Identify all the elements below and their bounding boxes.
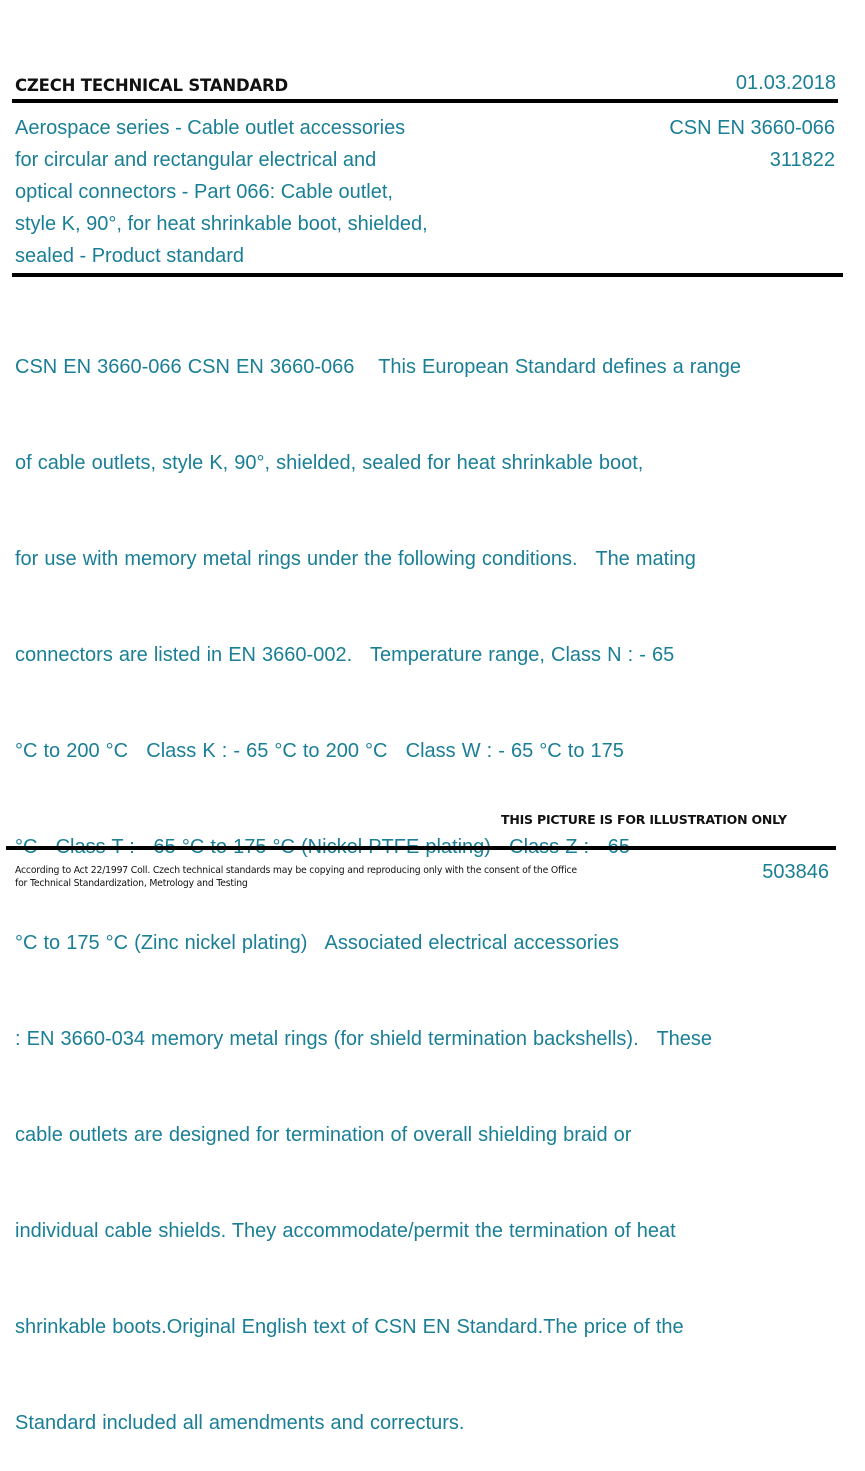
standard-code: CSN EN 3660-066 — [669, 117, 835, 139]
standard-title — [15, 112, 485, 272]
illustration-disclaimer: THIS PICTURE IS FOR ILLUSTRATION ONLY — [501, 812, 787, 827]
standard-title-line: sealed - Product standard — [15, 245, 245, 267]
standard-title-line: Aerospace series - Cable outlet accessories — [15, 117, 406, 139]
abstract-line: shrinkable boots.Original English text of CSN EN Standard.The price of the — [15, 1316, 684, 1338]
standard-title-line: optical connectors - Part 066: Cable outlet, — [15, 181, 393, 203]
header-divider — [12, 99, 838, 103]
abstract-line: CSN EN 3660-066 CSN EN 3660-066 This European Standard defines a range — [15, 356, 741, 378]
abstract-line: °C to 200 °C Class K : - 65 °C to 200 °C Class W : - 65 °C to 175 — [15, 740, 624, 762]
abstract-line: cable outlets are designed for termination of overall shielding braid or — [15, 1124, 632, 1146]
abstract-line: Standard included all amendments and correcturs. — [15, 1412, 465, 1434]
classification-number: 311822 — [769, 149, 835, 171]
abstract-line: : EN 3660-034 memory metal rings (for shield termination backshells). These — [15, 1028, 713, 1050]
publication-date: 01.03.2018 — [735, 72, 836, 94]
legal-notice — [15, 864, 595, 890]
abstract-line: individual cable shields. They accommodate/permit the termination of heat — [15, 1220, 676, 1242]
standard-identifiers — [669, 112, 835, 176]
footer-divider — [6, 846, 836, 850]
abstract-line: for use with memory metal rings under the following conditions. The mating — [15, 548, 696, 570]
abstract-line: of cable outlets, style K, 90°, shielded, sealed for heat shrinkable boot, — [15, 452, 644, 474]
abstract-line: °C to 175 °C (Zinc nickel plating) Associated electrical accessories — [15, 932, 619, 954]
abstract-line: connectors are listed in EN 3660-002. Temperature range, Class N : - 65 — [15, 644, 675, 666]
document-type-heading: CZECH TECHNICAL STANDARD — [15, 76, 289, 95]
legal-notice-line: According to Act 22/1997 Coll. Czech technical standards may be copying and reproducing only with the consent of the Office — [15, 865, 577, 876]
standard-title-line: style K, 90°, for heat shrinkable boot, shielded, — [15, 213, 428, 235]
title-divider — [12, 273, 843, 277]
standard-title-line: for circular and rectangular electrical and — [15, 149, 377, 171]
legal-notice-line: for Technical Standardization, Metrology and Testing — [15, 878, 248, 889]
document-number: 503846 — [762, 861, 829, 883]
